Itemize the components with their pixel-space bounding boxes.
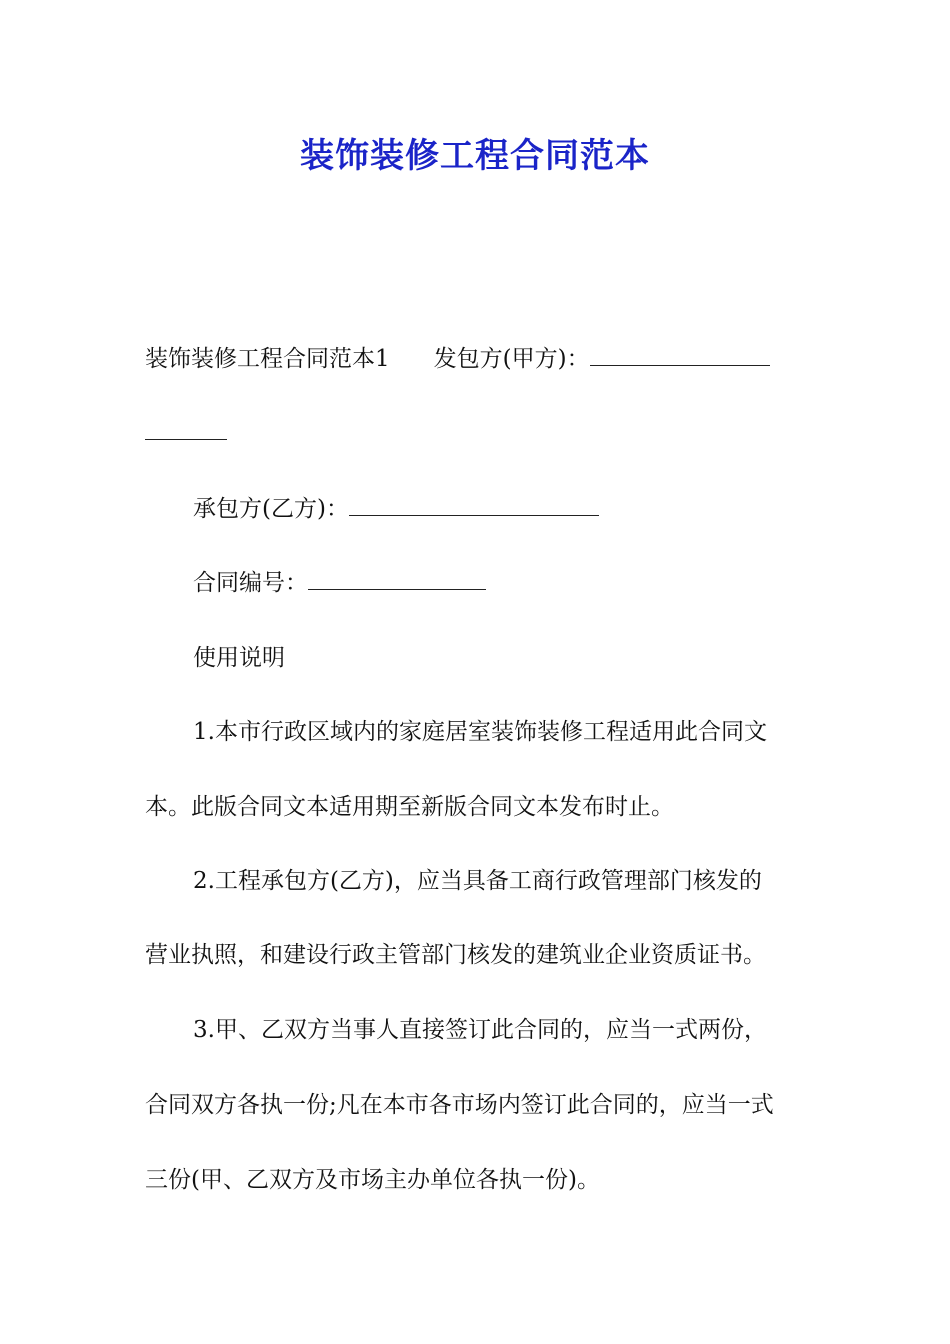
- party-b-blank: [349, 495, 599, 516]
- paragraph-2-line-1: 2.工程承包方(乙方)，应当具备工商行政管理部门核发的: [193, 868, 762, 894]
- paragraph-2-line-2: 营业执照，和建设行政主管部门核发的建筑业企业资质证书。: [145, 942, 766, 968]
- contract-number-line: [193, 568, 810, 598]
- contract-number-blank: [308, 569, 486, 590]
- party-a-blank-line2: [145, 419, 227, 440]
- party-a-blank: [590, 345, 770, 366]
- party-a-blank-continuation: [145, 418, 810, 448]
- paragraph-3-line-2: 合同双方各执一份;凡在本市各市场内签订此合同的，应当一式: [145, 1092, 774, 1118]
- paragraph-1-line-2: 本。此版合同文本适用期至新版合同文本发布时止。: [145, 794, 674, 820]
- party-b-line: [193, 494, 810, 524]
- paragraph-3-line-3: 三份(甲、乙双方及市场主办单位各执一份)。: [145, 1167, 600, 1193]
- header-line: [145, 344, 810, 374]
- contract-name-label: 装饰装修工程合同范本1: [145, 346, 390, 372]
- party-a-label: 发包方(甲方)：: [433, 346, 590, 372]
- paragraph-1-line-1: 1.本市行政区域内的家庭居室装饰装修工程适用此合同文: [193, 719, 767, 745]
- contract-number-label: 合同编号：: [193, 570, 308, 596]
- instructions-heading: 使用说明: [193, 645, 285, 671]
- paragraph-3-line-1: 3.甲、乙双方当事人直接签订此合同的，应当一式两份，: [193, 1017, 767, 1043]
- party-b-label: 承包方(乙方)：: [193, 496, 349, 522]
- document-title: 装饰装修工程合同范本: [300, 136, 650, 176]
